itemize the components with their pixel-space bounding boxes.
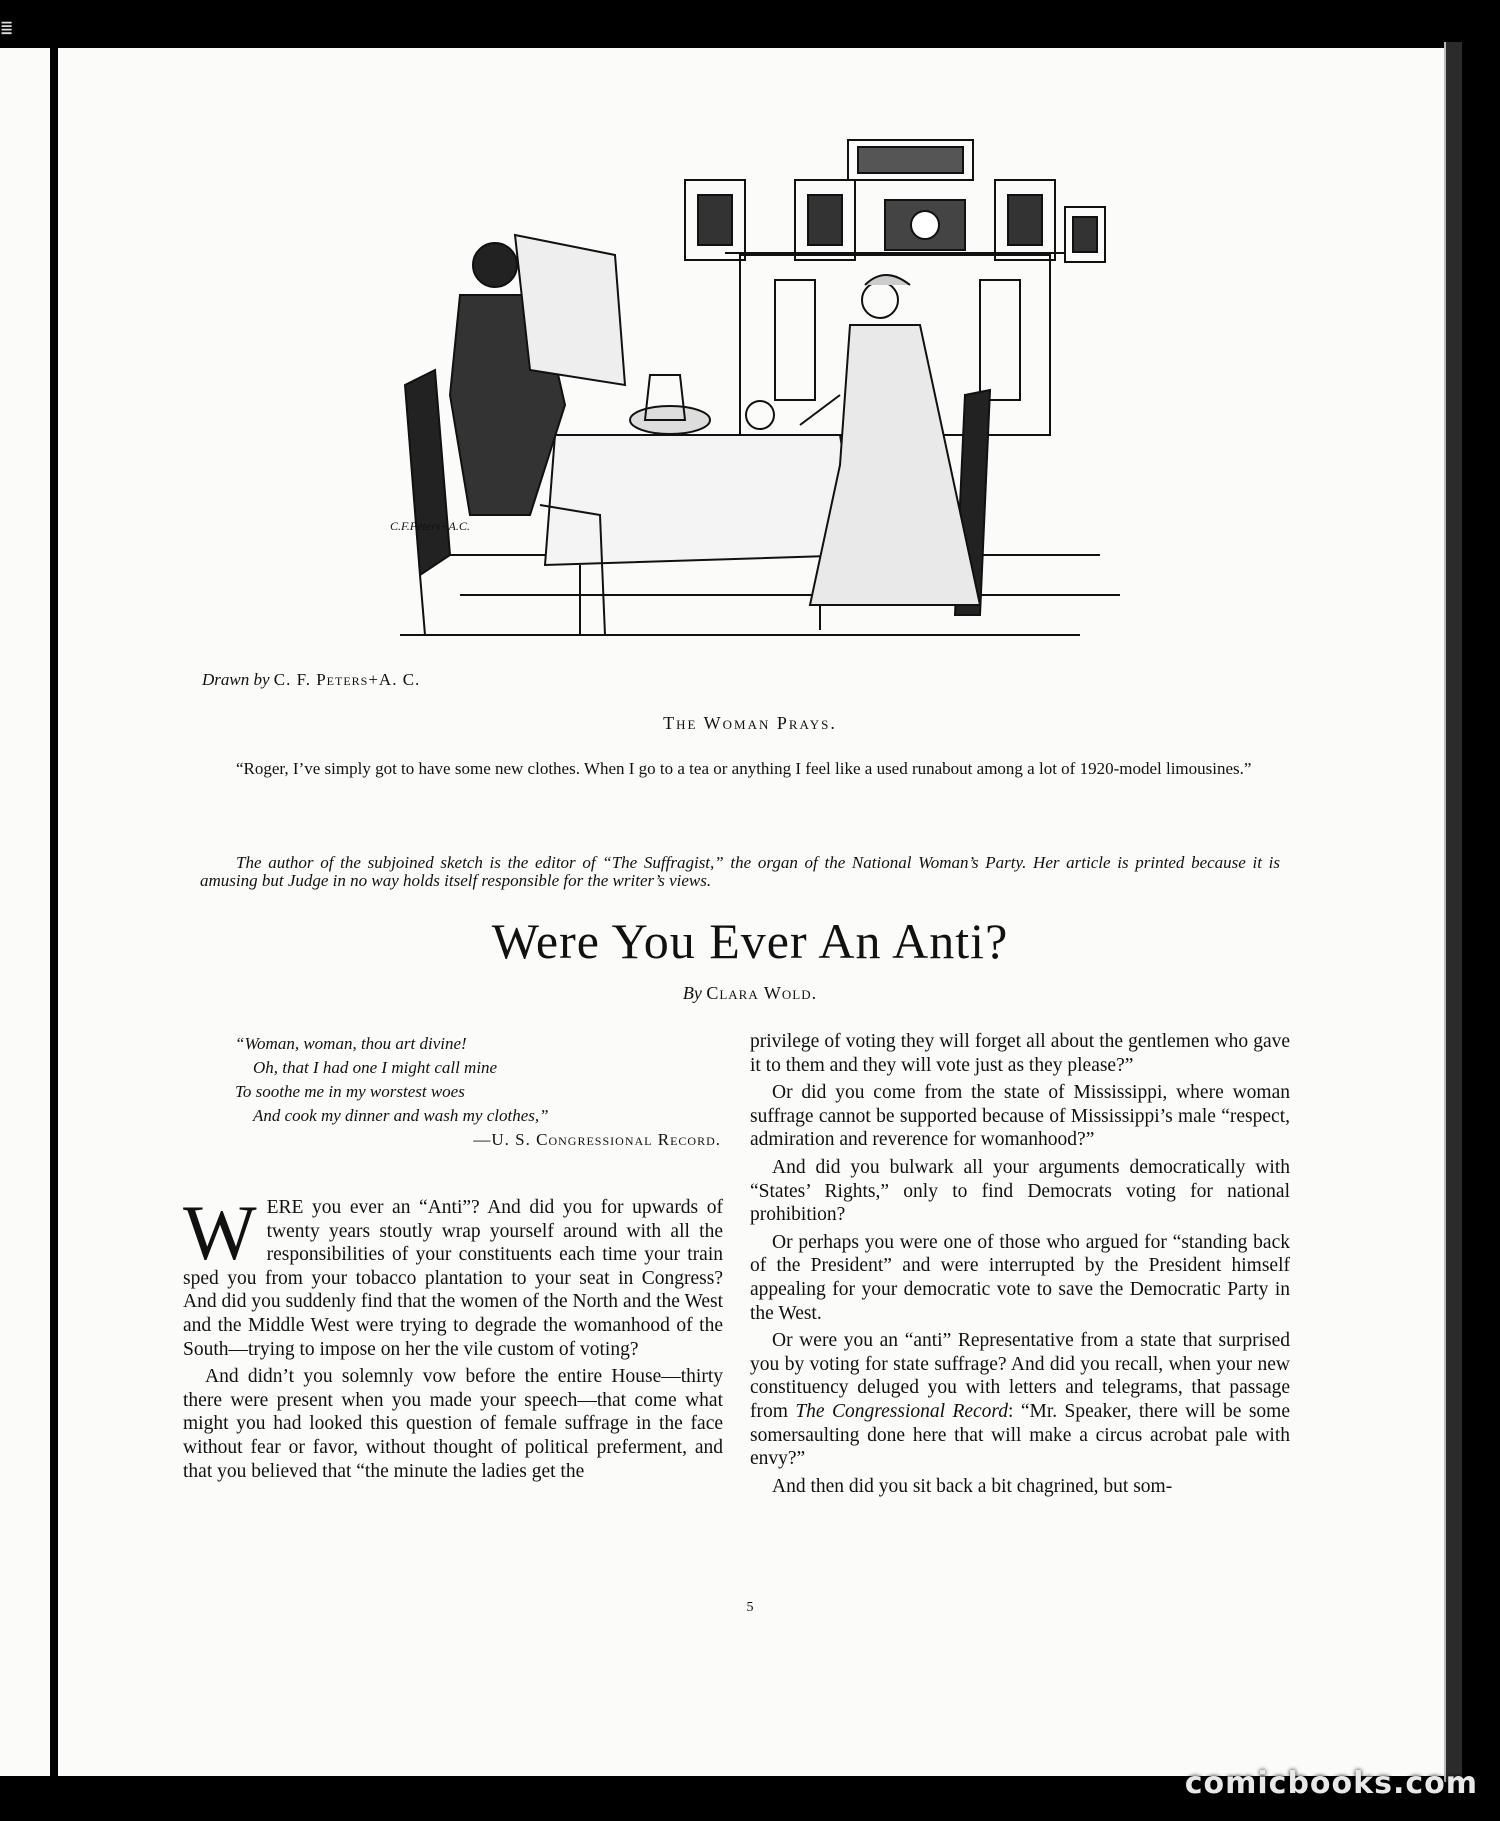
cartoon-illustration — [380, 135, 1140, 655]
scan-mark: ≣ — [0, 18, 14, 37]
verse-line-3: To soothe me in my worstest woes — [235, 1082, 465, 1101]
verse-line-2: Oh, that I had one I might call mine — [253, 1058, 498, 1077]
paragraph-text: : “Mr. Speaker, there will be some somersaulting done here that will make a circus acrobat pale with envy?” — [750, 1400, 1290, 1470]
publication-name: The Congressional Record — [795, 1400, 1009, 1422]
byline — [0, 983, 1500, 1004]
editor-note: The author of the subjoined sketch is the editor of “The Suffragist,” the organ of the National Woman’s Party. Her article is printed because it is amusing but Judge in no way holds itself responsible for the writer’s views. — [200, 853, 1280, 890]
verse-source-text: —U. S. Congressional Record. — [473, 1130, 721, 1149]
paragraph: And didn’t you solemnly vow before the entire House—thirty there were present when you made your speech—that come what might you had looked this question of female suffrage in the face without fear or favor, without thought of political preferment, and that you believed that “the minute the ladies get the — [183, 1366, 723, 1482]
byline-author: Clara Wold. — [706, 983, 818, 1003]
paragraph — [183, 1189, 723, 1361]
paragraph: And did you bulwark all your arguments democratically with “States’ Rights,” only to find Democrats voting for national prohibition? — [750, 1156, 1290, 1226]
article-column-right — [750, 1030, 1290, 1502]
drop-cap: W — [183, 1189, 257, 1276]
credit-name: C. F. Peters+A. C. — [273, 670, 421, 689]
verse-source — [205, 1128, 725, 1152]
epigraph-verse — [205, 1032, 725, 1152]
credit-prefix: Drawn by — [202, 670, 270, 689]
paragraph — [750, 1329, 1290, 1471]
svg-text:C.F.Peters+A.C.: C.F.Peters+A.C. — [390, 519, 470, 533]
paragraph: privilege of voting they will forget all about the gentlemen who gave it to them and they will vote just as they please?” — [750, 1031, 1290, 1076]
paragraph: Or perhaps you were one of those who argued for “standing back of the President” and were interrupted by the President himself appealing for your democratic vote to save the Democratic Party in the West. — [750, 1231, 1290, 1324]
article-column-left — [183, 1189, 723, 1487]
illustration-credit — [202, 670, 420, 690]
paragraph: Or did you come from the state of Mississippi, where woman suffrage cannot be supported because of Mississippi’s male “respect, admiration and reverence for womanhood?” — [750, 1082, 1290, 1151]
article-title: Were You Ever An Anti? — [491, 913, 1009, 969]
cartoon-caption: “Roger, I’ve simply got to have some new clothes. When I go to a tea or anything I feel like a used runabout among a lot of 1920-model limousines.” — [236, 759, 1252, 778]
cartoon-title: The Woman Prays. — [663, 713, 837, 733]
byline-prefix: By — [682, 983, 702, 1003]
paragraph: And then did you sit back a bit chagrined, but som- — [772, 1475, 1173, 1497]
page-number: 5 — [746, 1600, 754, 1615]
paragraph-text: Or were you an “anti” Representative from a state that surprised you by voting for state suffrage? And did you recall, when your new constituency deluged you with letters and telegrams, that passage from — [750, 1330, 1290, 1422]
paragraph-text: ERE you ever an “Anti”? And did you for upwards of twenty years stoutly wrap yourself around with all the responsibilities of your constituents each time your train sped you from your tobacco plantation to your seat in Congress? And did you suddenly find that the women of the North and the West and the Middle West were trying to degrade the womanhood of the South—trying to impose on her the vile custom of voting? — [183, 1197, 723, 1360]
verse-line-1: “Woman, woman, thou art divine! — [235, 1034, 467, 1053]
verse-line-4: And cook my dinner and wash my clothes,” — [253, 1106, 549, 1125]
site-watermark: comicbooks.com — [1184, 1766, 1478, 1801]
